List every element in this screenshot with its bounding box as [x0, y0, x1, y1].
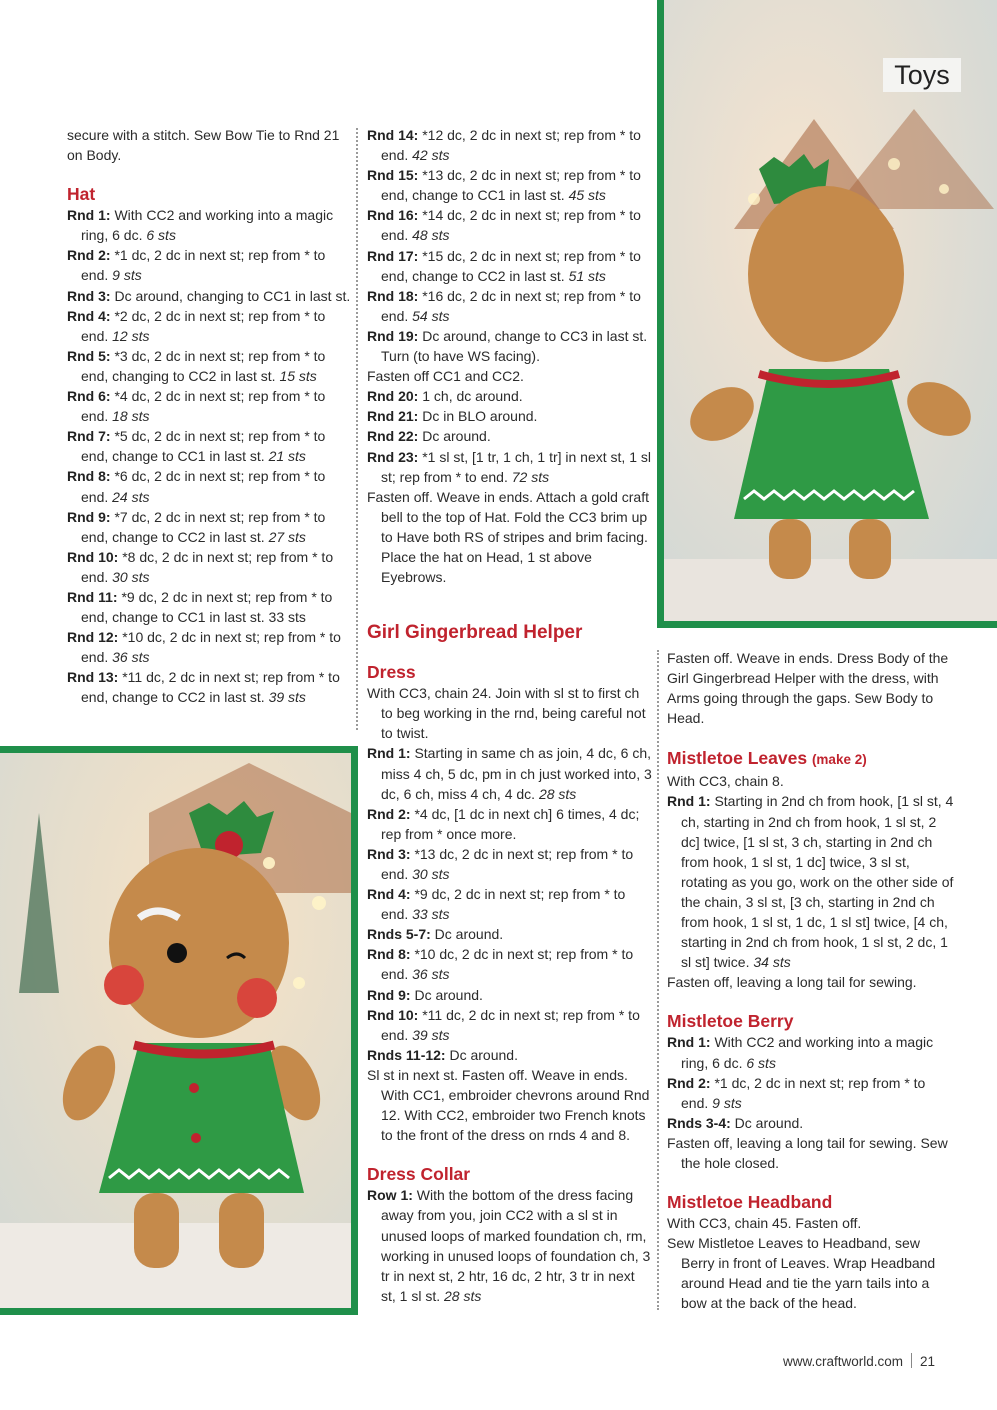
mistletoe-headband-rows: [667, 1213, 955, 1313]
row-stitch-count: 42 sts: [412, 147, 450, 164]
pattern-row: [367, 743, 652, 803]
pattern-row: [667, 1133, 955, 1173]
pattern-row: [667, 1073, 955, 1113]
row-label: Rnd 2:: [67, 247, 111, 264]
row-label: Rnd 18:: [367, 287, 419, 304]
pattern-row: [67, 306, 351, 346]
row-label: Rnd 20:: [367, 388, 419, 405]
row-stitch-count: 39 sts: [412, 1026, 450, 1043]
section-badge: Toys: [883, 58, 961, 92]
row-label: Rnd 22:: [367, 428, 419, 445]
row-stitch-count: 28 sts: [444, 1287, 482, 1304]
pattern-row: [367, 683, 652, 743]
row-text: Dc around, changing to CC1 in last st.: [110, 287, 351, 304]
pattern-row: [367, 326, 652, 366]
pattern-row: [67, 667, 351, 707]
column-3: [667, 648, 955, 1314]
row-stitch-count: 9 sts: [712, 1094, 742, 1111]
row-label: Rnd 19:: [367, 327, 419, 344]
pattern-row: [67, 245, 351, 285]
row-stitch-count: 15 sts: [279, 367, 317, 384]
row-text: Fasten off CC1 and CC2.: [367, 368, 524, 385]
pattern-row: [667, 1213, 955, 1233]
mistletoe-leaves-rows: [667, 771, 955, 992]
mistletoe-berry-rows: [667, 1032, 955, 1173]
row-text: *2 dc, 2 dc in next st; rep from * to end.: [81, 307, 326, 344]
pattern-row: [67, 426, 351, 466]
row-label: Rnd 8:: [67, 468, 111, 485]
row-stitch-count: 30 sts: [412, 866, 450, 882]
page-number: 21: [920, 1354, 936, 1369]
pattern-row: [667, 972, 955, 992]
hat-rows: [67, 205, 351, 707]
pattern-row: [367, 924, 652, 944]
row-text: Dc around.: [730, 1114, 804, 1131]
row-label: Rnd 17:: [367, 247, 419, 264]
row-text: *5 dc, 2 dc in next st; rep from * to end, change to CC1 in last st.: [81, 428, 326, 465]
pattern-row: [367, 985, 652, 1005]
row-label: Rnd 12:: [67, 629, 119, 646]
column-divider-2: [657, 650, 659, 1310]
row-label: Rnds 5-7:: [367, 926, 431, 943]
row-label: Rnd 8:: [367, 946, 411, 963]
row-text: Dc around.: [410, 986, 483, 1003]
row-label: Rnd 5:: [67, 347, 111, 364]
row-stitch-count: 36 sts: [412, 966, 450, 983]
dress-collar-rows: [367, 1185, 652, 1306]
row-label: Rnd 1:: [667, 1034, 711, 1051]
pattern-row: [67, 507, 351, 547]
row-stitch-count: 30 sts: [112, 568, 150, 585]
row-text: Fasten off, leaving a long tail for sewing.: [667, 974, 917, 991]
row-stitch-count: 12 sts: [112, 327, 150, 344]
mistletoe-leaves-note: (make 2): [811, 752, 867, 768]
row-text: Fasten off. Weave in ends. Attach a gold craft bell to the top of Hat. Fold the CC3 brim up to Have both RS of stripes and brim facing. Place the hat on Head, 1 st above Eyebrows.: [367, 488, 649, 586]
row-text: *7 dc, 2 dc in next st; rep from * to end, change to CC2 in last st.: [81, 508, 326, 545]
row-stitch-count: 39 sts: [268, 689, 306, 706]
row-label: Rnd 16:: [367, 207, 419, 224]
row-stitch-count: 33 sts: [412, 906, 450, 923]
row-text: Dc in BLO around.: [418, 408, 538, 425]
row-text: With CC2 and working into a magic ring, 6 dc.: [81, 207, 334, 244]
pattern-row: [67, 386, 351, 426]
row-text: *15 dc, 2 dc in next st; rep from * to end, change to CC2 in last st.: [381, 247, 641, 284]
row-text: Dc around.: [418, 428, 491, 445]
mistletoe-leaves-heading: [667, 747, 955, 771]
photo-doll-front: [0, 746, 358, 1315]
dress-rows: [367, 683, 652, 1145]
pattern-row: [367, 366, 652, 386]
row-text: *14 dc, 2 dc in next st; rep from * to end.: [381, 207, 641, 244]
pattern-row: [367, 386, 652, 406]
row-label: Row 1:: [367, 1187, 413, 1204]
pattern-row: [367, 125, 652, 165]
row-text: Dc around, change to CC3 in last st. Turn (to have WS facing).: [381, 327, 648, 365]
row-label: Rnd 4:: [67, 307, 111, 324]
pattern-row: [367, 487, 652, 587]
page-footer: [783, 1353, 935, 1369]
row-text: Sew Mistletoe Leaves to Headband, sew Berry in front of Leaves. Wrap Headband around Head and tie the yarn tails into a bow at the back of the head.: [667, 1235, 936, 1312]
row-stitch-count: 72 sts: [511, 468, 550, 485]
mistletoe-headband-heading: Mistletoe Headband: [667, 1192, 833, 1213]
row-label: Rnd 10:: [367, 1006, 419, 1023]
row-label: Rnds 11-12:: [367, 1046, 446, 1063]
row-label: Rnd 2:: [667, 1074, 711, 1091]
row-text: *10 dc, 2 dc in next st; rep from * to end.: [381, 946, 634, 983]
row-text: With CC3, chain 8.: [667, 773, 784, 790]
pattern-row: [367, 1005, 652, 1045]
row-label: Rnd 9:: [367, 986, 411, 1003]
row-stitch-count: 18 sts: [112, 408, 150, 425]
row-label: Rnd 21:: [367, 408, 419, 425]
row-text: *3 dc, 2 dc in next st; rep from * to end, changing to CC2 in last st.: [81, 347, 326, 384]
row-stitch-count: 34 sts: [753, 954, 791, 971]
row-stitch-count: 51 sts: [568, 267, 606, 284]
row-label: Rnd 2:: [367, 805, 411, 822]
footer-website: www.craftworld.com: [783, 1354, 904, 1369]
row-text: 1 ch, dc around.: [418, 388, 523, 405]
row-text: *8 dc, 2 dc in next st; rep from * to end.: [81, 548, 334, 585]
row-text: *1 dc, 2 dc in next st; rep from * to end.: [681, 1074, 926, 1111]
mistletoe-berry-heading: Mistletoe Berry: [667, 1011, 794, 1032]
row-text: *11 dc, 2 dc in next st; rep from * to end, change to CC2 in last st.: [81, 669, 340, 706]
row-label: Rnd 11:: [67, 588, 118, 605]
row-stitch-count: 6 sts: [146, 227, 176, 244]
row-text: *9 dc, 2 dc in next st; rep from * to end, change to CC1 in last st. 33 sts: [81, 588, 333, 626]
pattern-row: [367, 1065, 652, 1145]
row-label: Rnd 4:: [367, 886, 411, 903]
row-stitch-count: 45 sts: [568, 187, 606, 204]
pattern-row: [667, 1113, 955, 1133]
pattern-row: [367, 165, 652, 205]
pattern-row: [67, 627, 351, 667]
pattern-row: [667, 791, 955, 972]
row-label: Rnd 15:: [367, 167, 419, 184]
column-2: [367, 125, 652, 1306]
row-stitch-count: 36 sts: [112, 649, 150, 666]
pattern-row: [67, 346, 351, 386]
pattern-row: [367, 246, 652, 286]
row-text: With CC3, chain 24. Join with sl st to first ch to beg working in the rnd, being careful not to twist.: [367, 685, 646, 742]
pattern-row: [667, 1032, 955, 1072]
row-label: Rnd 1:: [67, 207, 111, 224]
row-stitch-count: 9 sts: [112, 267, 142, 284]
dress-heading: Dress: [367, 662, 416, 683]
hat-heading: Hat: [67, 184, 96, 205]
column-1: [67, 125, 351, 708]
pattern-row: [67, 587, 351, 627]
row-text: Starting in 2nd ch from hook, [1 sl st, 4 ch, starting in 2nd ch from hook, 1 sl st, 2 dc] twice, [1 sl st, 3 ch, starting in 2nd ch from hook, 1 sl st, 1 dc] twice, 3 sl st, rotating as you go, work on the other side of the chain, 3 sl st, [3 ch, starting in 2nd ch from hook, 1 sl st, 1 dc, 1 sl st] twice, [4 ch, starting in 2nd ch from hook, 1 sl st, 2 dc, 1 sl st] twice.: [681, 793, 954, 971]
row-text: *4 dc, [1 dc in next ch] 6 times, 4 dc; rep from * once more.: [381, 805, 640, 842]
row-stitch-count: 27 sts: [268, 528, 306, 545]
row-label: Rnd 6:: [67, 388, 111, 405]
pattern-row: [367, 1045, 652, 1065]
row-stitch-count: 24 sts: [112, 488, 150, 505]
doll-back-illustration: [664, 0, 997, 621]
row-text: With CC3, chain 45. Fasten off.: [667, 1215, 862, 1232]
row-stitch-count: 48 sts: [412, 227, 450, 244]
row-text: Dc around.: [445, 1046, 518, 1063]
pattern-row: [67, 466, 351, 506]
pattern-row: [67, 205, 351, 245]
pattern-row: [67, 286, 351, 306]
row-label: Rnd 1:: [667, 793, 711, 810]
row-text: *12 dc, 2 dc in next st; rep from * to end.: [381, 127, 641, 164]
footer-divider: [911, 1353, 912, 1368]
hat-intro: secure with a stitch. Sew Bow Tie to Rnd 21 on Body.: [67, 127, 340, 164]
row-text: Starting in same ch as join, 4 dc, 6 ch, miss 4 ch, 5 dc, pm in ch just worked into, 3 dc, 6 ch, miss 4 ch, 4 dc.: [381, 745, 652, 802]
doll-front-illustration: [0, 753, 351, 1308]
dress-collar-heading: Dress Collar: [367, 1164, 471, 1185]
mistletoe-leaves-title: Mistletoe Leaves: [667, 748, 808, 769]
row-label: Rnd 1:: [367, 745, 411, 762]
row-text: With the bottom of the dress facing away from you, join CC2 with a sl st in unused loops of marked foundation ch, rm, working in unused loops of foundation ch, 3 tr in next st, 2 htr, 16 dc, 2 htr, 3 tr in next st, 1 sl st.: [381, 1187, 651, 1304]
row-text: *6 dc, 2 dc in next st; rep from * to end.: [81, 468, 326, 505]
row-stitch-count: 21 sts: [268, 448, 306, 465]
column-divider-1: [356, 128, 358, 730]
pattern-row: [367, 1185, 652, 1306]
pattern-row: [367, 844, 652, 884]
dress-finish-text: Fasten off. Weave in ends. Dress Body of the Girl Gingerbread Helper with the dress, with Arms going through the gaps. Sew Body to Head.: [667, 650, 949, 727]
pattern-row: [367, 944, 652, 984]
row-label: Rnd 14:: [367, 127, 419, 143]
hat-rows-continued: [367, 125, 652, 587]
row-stitch-count: 28 sts: [538, 785, 577, 802]
row-text: *11 dc, 2 dc in next st; rep from * to end.: [381, 1006, 640, 1043]
row-label: Rnd 3:: [367, 845, 411, 862]
photo-doll-back: [657, 0, 997, 628]
pattern-row: [667, 1233, 955, 1313]
pattern-row: [367, 286, 652, 326]
row-stitch-count: 54 sts: [412, 307, 450, 324]
row-label: Rnds 3-4:: [667, 1114, 731, 1131]
row-label: Rnd 7:: [67, 428, 111, 445]
row-text: Fasten off, leaving a long tail for sewing. Sew the hole closed.: [667, 1134, 948, 1171]
pattern-row: [367, 804, 652, 844]
pattern-row: [367, 447, 652, 487]
row-label: Rnd 3:: [67, 287, 111, 304]
row-stitch-count: 6 sts: [746, 1054, 776, 1071]
pattern-row: [367, 426, 652, 446]
row-text: *9 dc, 2 dc in next st; rep from * to end.: [381, 886, 626, 923]
row-text: Sl st in next st. Fasten off. Weave in ends. With CC1, embroider chevrons around Rnd 12. With CC2, embroider two French knots to the front of the dress on rnds 4 and 8.: [367, 1066, 650, 1144]
row-text: Dc around.: [430, 926, 504, 943]
row-text: *10 dc, 2 dc in next st; rep from * to end.: [81, 629, 341, 666]
row-text: *4 dc, 2 dc in next st; rep from * to end.: [81, 388, 326, 425]
row-label: Rnd 9:: [67, 508, 111, 525]
row-text: *13 dc, 2 dc in next st; rep from * to end, change to CC1 in last st.: [381, 167, 641, 204]
row-text: With CC2 and working into a magic ring, 6 dc.: [681, 1034, 934, 1071]
pattern-row: [367, 406, 652, 426]
row-text: *13 dc, 2 dc in next st; rep from * to end.: [381, 845, 634, 882]
row-label: Rnd 10:: [67, 548, 119, 565]
pattern-row: [367, 205, 652, 245]
pattern-row: [667, 771, 955, 791]
row-label: Rnd 13:: [67, 669, 119, 686]
row-text: *1 dc, 2 dc in next st; rep from * to end.: [81, 247, 326, 284]
pattern-row: [67, 547, 351, 587]
row-label: Rnd 23:: [367, 448, 419, 465]
section-title: Girl Gingerbread Helper: [367, 622, 583, 644]
row-text: *1 sl st, [1 tr, 1 ch, 1 tr] in next st, 1 sl st; rep from * to end.: [381, 448, 651, 485]
row-text: *16 dc, 2 dc in next st; rep from * to end.: [381, 287, 641, 324]
pattern-row: [367, 884, 652, 924]
